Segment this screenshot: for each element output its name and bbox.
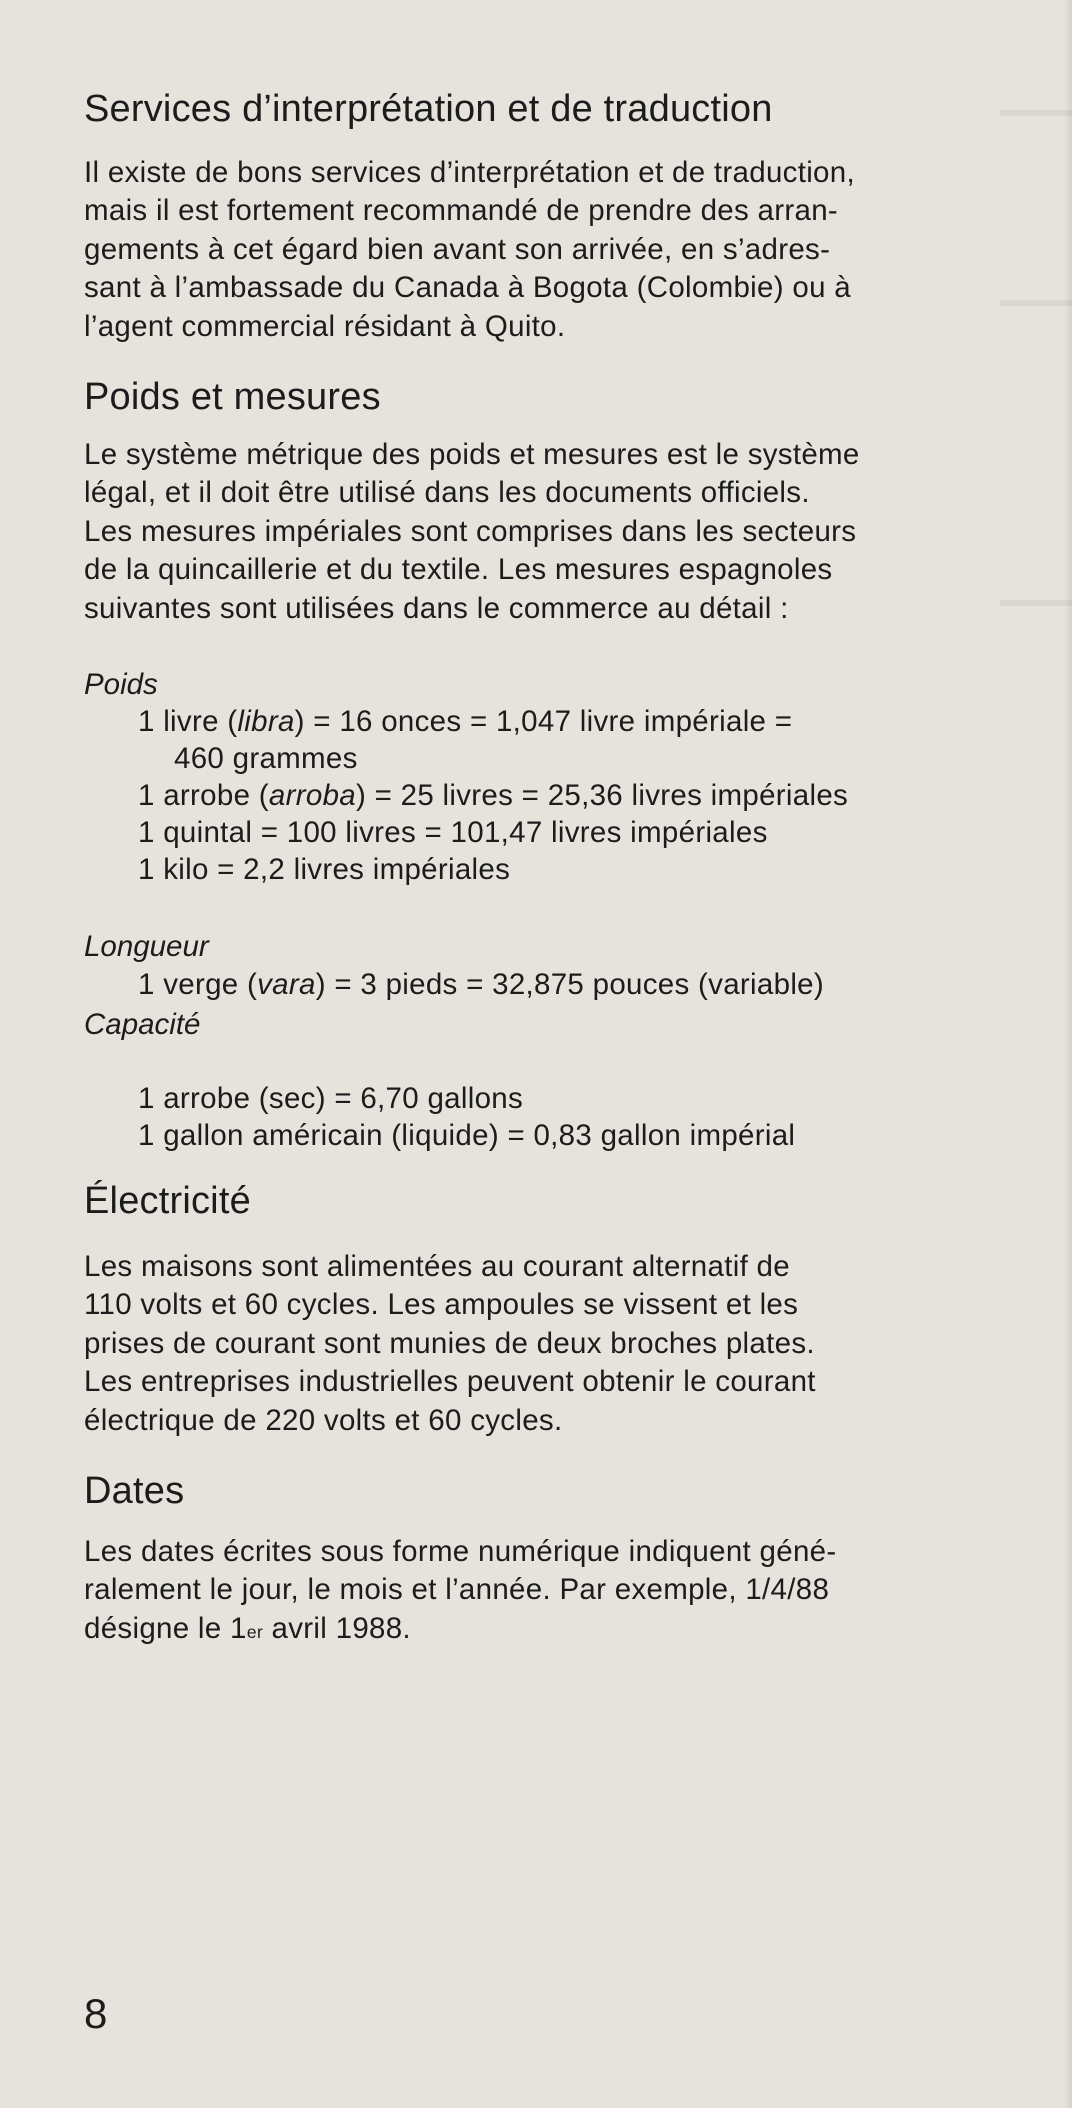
text-line: sant à l’ambassade du Canada à Bogota (Colombie) ou à <box>84 271 851 305</box>
subheading-poids: Poids <box>84 668 158 701</box>
text-line <box>84 1610 984 1648</box>
page-number: 8 <box>84 1990 108 2037</box>
subheading-capacite: Capacité <box>84 1008 201 1041</box>
spanish-term: libra <box>237 705 295 738</box>
bleed-through-mark <box>1000 300 1072 306</box>
text-line: l’agent commercial résidant à Quito. <box>84 309 566 343</box>
section-title-electricite: Électricité <box>84 1180 251 1222</box>
subheading-longueur: Longueur <box>84 930 209 963</box>
measure-row <box>138 705 792 739</box>
ordinal-superscript: er <box>246 1621 264 1642</box>
text-line: Il existe de bons services d’interprétation et de traduction, <box>84 156 855 189</box>
section-title-poids-mesures: Poids et mesures <box>84 376 381 418</box>
measure-row: 1 arrobe (sec) = 6,70 gallons <box>138 1082 524 1115</box>
paragraph-interpretation <box>84 154 984 346</box>
spanish-term: arroba <box>268 779 356 812</box>
text-line: Le système métrique des poids et mesures est le système <box>84 438 860 471</box>
section-title-interpretation: Services d’interprétation et de traduction <box>84 88 773 130</box>
measure-row <box>138 968 824 1002</box>
measure-row: 1 kilo = 2,2 livres impériales <box>138 853 511 886</box>
text-line: ralement le jour, le mois et l’année. Par exemple, 1/4/88 <box>84 1573 830 1607</box>
text-line: mais il est fortement recommandé de prendre des arran- <box>84 194 839 228</box>
measure-row: 1 gallon américain (liquide) = 0,83 gallon impérial <box>138 1119 796 1152</box>
measure-row: 1 quintal = 100 livres = 101,47 livres impériales <box>138 816 768 849</box>
text-line: 110 volts et 60 cycles. Les ampoules se vissent et les <box>84 1288 799 1322</box>
measure-row-continuation: 460 grammes <box>174 742 358 775</box>
paragraph-electricite <box>84 1248 984 1440</box>
measure-text: 1 livre ( <box>138 705 238 738</box>
measure-text: 1 arrobe ( <box>138 779 269 812</box>
date-text: avril 1988. <box>263 1611 411 1645</box>
bleed-through-mark <box>1000 600 1072 606</box>
measure-row <box>138 779 848 813</box>
measure-text: 1 verge ( <box>138 968 258 1001</box>
text-line: légal, et il doit être utilisé dans les documents officiels. <box>84 476 810 510</box>
text-line: suivantes sont utilisées dans le commerce au détail : <box>84 591 789 625</box>
section-title-dates: Dates <box>84 1470 185 1512</box>
text-line: électrique de 220 volts et 60 cycles. <box>84 1403 563 1437</box>
measure-text: ) = 16 onces = 1,047 livre impériale = <box>294 705 793 738</box>
text-line: gements à cet égard bien avant son arrivée, en s’adres- <box>84 232 831 266</box>
text-line: Les maisons sont alimentées au courant alternatif de <box>84 1250 790 1283</box>
text-line: Les mesures impériales sont comprises dans les secteurs <box>84 514 857 548</box>
spanish-term: vara <box>257 968 316 1001</box>
page-edge-shadow <box>1064 0 1072 2108</box>
measure-text: ) = 25 livres = 25,36 livres impériales <box>355 779 849 812</box>
measure-text: ) = 3 pieds = 32,875 pouces (variable) <box>315 968 825 1001</box>
bleed-through-mark <box>1000 110 1072 116</box>
paragraph-poids-mesures <box>84 436 984 628</box>
text-line: prises de courant sont munies de deux broches plates. <box>84 1326 815 1360</box>
text-line: Les entreprises industrielles peuvent obtenir le courant <box>84 1365 816 1399</box>
date-text: désigne le 1 <box>84 1611 247 1645</box>
text-line: Les dates écrites sous forme numérique indiquent géné- <box>84 1535 837 1568</box>
paragraph-dates <box>84 1533 984 1648</box>
text-line: de la quincaillerie et du textile. Les mesures espagnoles <box>84 553 833 587</box>
